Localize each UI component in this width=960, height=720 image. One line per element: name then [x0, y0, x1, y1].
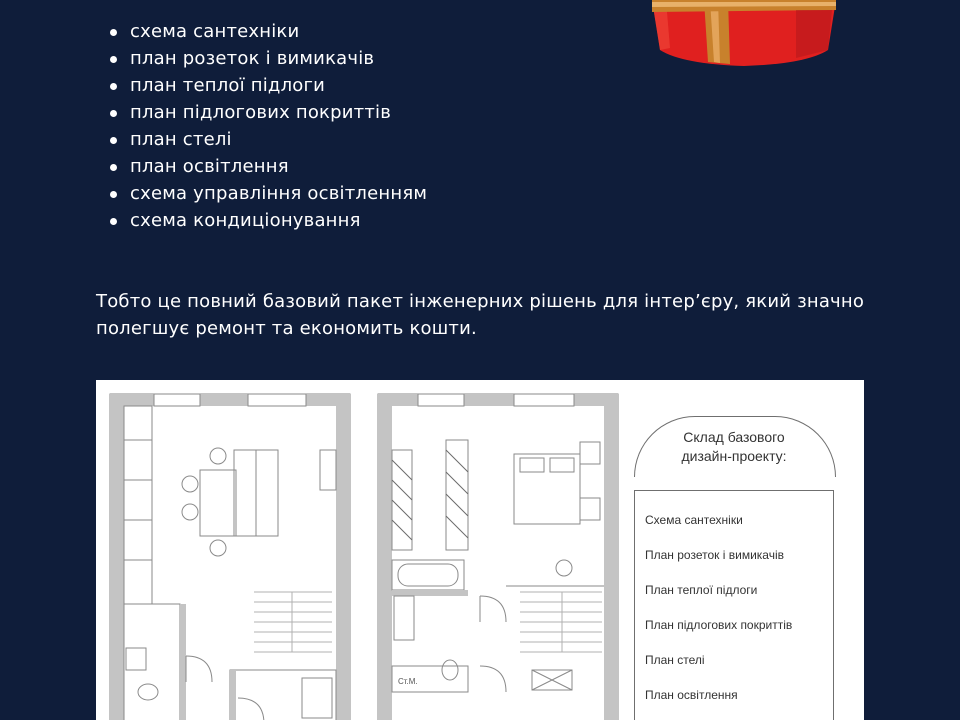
- storage-label: Ст.М.: [398, 677, 418, 686]
- list-item: план освітлення: [108, 153, 427, 180]
- legend-item: План освітлення: [645, 688, 738, 702]
- legend-title: Склад базового дизайн-проекту:: [681, 429, 787, 464]
- legend-item: Схема сантехніки: [645, 513, 743, 527]
- list-item: схема сантехніки: [108, 18, 427, 45]
- list-item: схема кондиціонування: [108, 207, 427, 234]
- legend-item: План стелі: [645, 653, 705, 667]
- list-item: план теплої підлоги: [108, 72, 427, 99]
- deliverables-list: [108, 18, 427, 234]
- floor-plan-image: [96, 380, 864, 720]
- legend-item: План теплої підлоги: [645, 583, 758, 597]
- list-item: схема управління освітленням: [108, 180, 427, 207]
- gift-box-icon: [646, 0, 842, 66]
- list-item: план розеток і вимикачів: [108, 45, 427, 72]
- legend-list: [634, 490, 834, 720]
- summary-paragraph: Тобто це повний базовий пакет інженерних рішень для інтер’єру, який значно полегшує ремонт та економить кошти.: [96, 291, 865, 339]
- list-item: план підлогових покриттів: [108, 99, 427, 126]
- legend-item: План підлогових покриттів: [645, 618, 793, 632]
- legend-item: План розеток і вимикачів: [645, 548, 784, 562]
- list-item: план стелі: [108, 126, 427, 153]
